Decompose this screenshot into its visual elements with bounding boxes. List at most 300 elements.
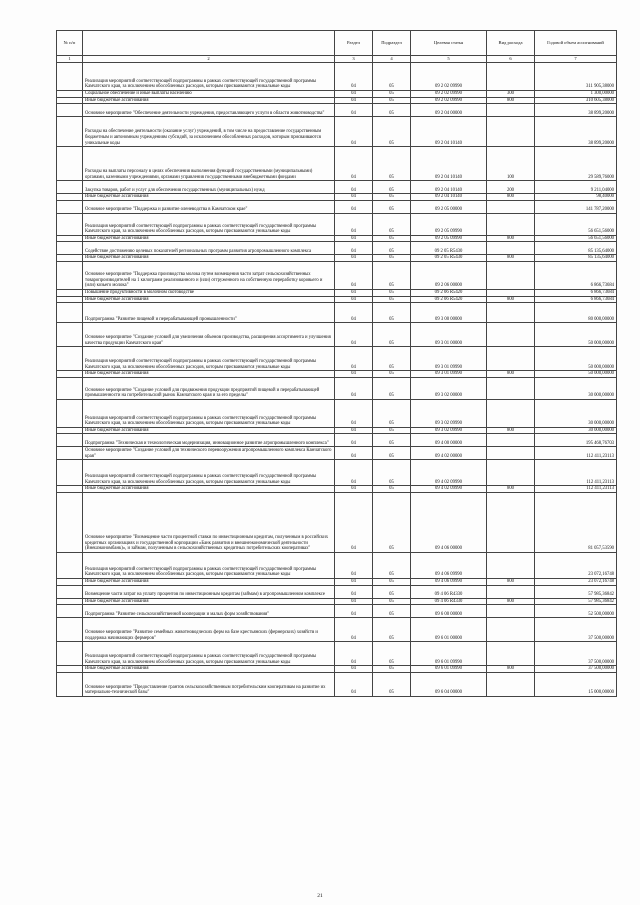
row-subsection-cell: 05 — [373, 91, 411, 98]
row-section-cell: 04 — [335, 63, 373, 91]
table-header-row — [57, 31, 617, 56]
row-target-cell: 09 4 06 00000 — [411, 492, 487, 552]
row-amount-cell: 9 211,04000 — [535, 181, 617, 194]
row-num-cell — [57, 323, 83, 347]
row-section-cell: 04 — [335, 399, 373, 427]
row-expense-cell: 800 — [487, 194, 535, 201]
row-target-cell: 09 4 06 R4330 — [411, 598, 487, 605]
row-subsection-cell: 05 — [373, 486, 411, 493]
table-row — [57, 347, 617, 371]
row-name-cell: Иные бюджетные ассигнования — [83, 371, 335, 378]
header-expense: Вид расхода — [487, 31, 535, 56]
row-expense-cell: 800 — [487, 235, 535, 242]
row-amount-cell: 57 985,36842 — [535, 598, 617, 605]
row-name-cell: Иные бюджетные ассигнования — [83, 598, 335, 605]
row-section-cell: 04 — [335, 104, 373, 117]
row-section-cell: 04 — [335, 255, 373, 262]
table-row — [57, 63, 617, 91]
table-row — [57, 447, 617, 460]
row-num-cell — [57, 104, 83, 117]
row-target-cell: 09 2 05 00000 — [411, 200, 487, 213]
row-section-cell: 04 — [335, 618, 373, 642]
row-amount-cell: 1 300,00000 — [535, 91, 617, 98]
row-target-cell: 09 6 01 09990 — [411, 642, 487, 666]
row-subsection-cell: 05 — [373, 371, 411, 378]
row-amount-cell: 50 000,00000 — [535, 323, 617, 347]
row-subsection-cell: 05 — [373, 672, 411, 696]
row-num-cell — [57, 578, 83, 585]
row-target-cell: 09 3 01 09990 — [411, 347, 487, 371]
col-number: 2 — [83, 56, 335, 63]
header-subsection: Подраздел — [373, 31, 411, 56]
row-num-cell — [57, 666, 83, 673]
row-subsection-cell: 05 — [373, 434, 411, 447]
row-name-cell: Основное мероприятие "Возмещение части процентной ставки по инвестиционным кредитам, полученным в российских кредитных организациях и государственной корпорации «Банк развития и внешнеэкономической деятельности (Внешэкономбанк)», и займам, полученным в сельскохозяйственных кредитных потребительских кооперативах" — [83, 492, 335, 552]
row-subsection-cell: 05 — [373, 200, 411, 213]
row-subsection-cell: 05 — [373, 289, 411, 296]
header-target: Целевая статья — [411, 31, 487, 56]
row-section-cell: 04 — [335, 347, 373, 371]
row-expense-cell: 800 — [487, 97, 535, 104]
row-target-cell: 09 3 02 09990 — [411, 399, 487, 427]
row-target-cell: 09 2 06 R5420 — [411, 289, 487, 296]
row-expense-cell — [487, 104, 535, 117]
header-section: Раздел — [335, 31, 373, 56]
row-section-cell: 04 — [335, 200, 373, 213]
row-section-cell: 04 — [335, 289, 373, 296]
row-name-cell: Основное мероприятие "Создание условий для технического перевооружения агропромышленного комплекса Камчатского края" — [83, 447, 335, 460]
row-name-cell: Реализация мероприятий соответствующей подпрограммы в рамках соответствующей государственной программы Камчатского края, за исключением обособленных расходов, которым присваиваются уникальные коды — [83, 63, 335, 91]
row-expense-cell: 100 — [487, 147, 535, 181]
row-amount-cell: 85 135,64000 — [535, 255, 617, 262]
row-expense-cell: 800 — [487, 255, 535, 262]
row-subsection-cell: 05 — [373, 117, 411, 147]
row-name-cell: Основное мероприятие "Поддержка и развитие оленеводства в Камчатском крае" — [83, 200, 335, 213]
table-row — [57, 377, 617, 399]
table-row — [57, 642, 617, 666]
col-number: 7 — [535, 56, 617, 63]
row-num-cell — [57, 235, 83, 242]
table-row — [57, 323, 617, 347]
row-subsection-cell: 05 — [373, 181, 411, 194]
row-expense-cell — [487, 63, 535, 91]
row-expense-cell — [487, 434, 535, 447]
page-number: 21 — [317, 893, 323, 899]
row-section-cell: 04 — [335, 492, 373, 552]
col-number: 5 — [411, 56, 487, 63]
row-target-cell: 09 4 00 00000 — [411, 434, 487, 447]
table-row — [57, 672, 617, 696]
row-target-cell: 09 4 06 R4330 — [411, 585, 487, 598]
row-target-cell: 09 2 04 00000 — [411, 104, 487, 117]
row-num-cell — [57, 460, 83, 486]
row-num-cell — [57, 303, 83, 323]
row-name-cell: Реализация мероприятий соответствующей подпрограммы в рамках соответствующей государственной программы Камчатского края, за исключением обособленных расходов, которым присваиваются уникальные коды — [83, 213, 335, 235]
row-section-cell: 04 — [335, 261, 373, 289]
row-target-cell: 09 2 02 09990 — [411, 91, 487, 98]
row-amount-cell: 30 000,00000 — [535, 377, 617, 399]
column-number-row — [57, 56, 617, 63]
row-name-cell: Реализация мероприятий соответствующей подпрограммы в рамках соответствующей государственной программы Камчатского края, за исключением обособленных расходов, которым присваиваются уникальные коды — [83, 460, 335, 486]
row-name-cell: Социальное обеспечение и иные выплаты населению — [83, 91, 335, 98]
row-subsection-cell: 05 — [373, 242, 411, 255]
table-row — [57, 235, 617, 242]
table-row — [57, 303, 617, 323]
row-section-cell: 04 — [335, 194, 373, 201]
row-amount-cell: 112 411,23113 — [535, 486, 617, 493]
row-amount-cell: 310 605,38000 — [535, 97, 617, 104]
table-row — [57, 289, 617, 296]
row-num-cell — [57, 91, 83, 98]
row-amount-cell: 6 866,73684 — [535, 296, 617, 303]
row-subsection-cell: 05 — [373, 552, 411, 578]
row-expense-cell — [487, 399, 535, 427]
row-amount-cell: 30 000,00000 — [535, 399, 617, 427]
row-num-cell — [57, 200, 83, 213]
header-num: № п/п — [57, 31, 83, 56]
row-name-cell: Основное мероприятие "Создание условий для увеличения объемов производства, расширения ассортимента и улучшения качества продукции Камчатского края" — [83, 323, 335, 347]
row-num-cell — [57, 486, 83, 493]
row-name-cell: Закупка товаров, работ и услуг для обеспечения государственных (муниципальных) нужд — [83, 181, 335, 194]
row-num-cell — [57, 181, 83, 194]
row-target-cell: 09 2 04 10140 — [411, 181, 487, 194]
row-num-cell — [57, 289, 83, 296]
row-num-cell — [57, 427, 83, 434]
col-number: 1 — [57, 56, 83, 63]
row-expense-cell — [487, 347, 535, 371]
row-amount-cell: 37 500,00000 — [535, 618, 617, 642]
row-expense-cell: 800 — [487, 486, 535, 493]
row-num-cell — [57, 618, 83, 642]
row-target-cell: 09 6 00 00000 — [411, 605, 487, 618]
row-amount-cell: 6 866,73684 — [535, 261, 617, 289]
row-target-cell: 09 6 01 09990 — [411, 666, 487, 673]
row-target-cell: 09 6 01 00000 — [411, 618, 487, 642]
row-subsection-cell: 05 — [373, 104, 411, 117]
row-expense-cell: 800 — [487, 598, 535, 605]
row-section-cell: 04 — [335, 303, 373, 323]
row-name-cell: Иные бюджетные ассигнования — [83, 296, 335, 303]
table-row — [57, 371, 617, 378]
row-num-cell — [57, 242, 83, 255]
table-row — [57, 181, 617, 194]
row-section-cell: 04 — [335, 642, 373, 666]
row-amount-cell: 38 899,20000 — [535, 104, 617, 117]
row-target-cell: 09 3 00 00000 — [411, 303, 487, 323]
row-section-cell: 04 — [335, 552, 373, 578]
row-subsection-cell: 05 — [373, 427, 411, 434]
row-expense-cell: 800 — [487, 666, 535, 673]
row-expense-cell: 800 — [487, 427, 535, 434]
row-num-cell — [57, 399, 83, 427]
row-target-cell: 09 4 06 09990 — [411, 578, 487, 585]
row-section-cell: 04 — [335, 578, 373, 585]
row-expense-cell — [487, 377, 535, 399]
row-name-cell: Основное мероприятие "Создание условий для продвижения продукции предприятий пищевой и перерабатывающей промышленности на потребительский рынок Камчатского края и за его пределы" — [83, 377, 335, 399]
table-row — [57, 434, 617, 447]
table-row — [57, 97, 617, 104]
col-number: 6 — [487, 56, 535, 63]
row-subsection-cell: 05 — [373, 303, 411, 323]
row-name-cell: Основное мероприятие "Обеспечение деятельности учреждения, предоставляющего услуги в области животноводства" — [83, 104, 335, 117]
table-row — [57, 399, 617, 427]
row-num-cell — [57, 434, 83, 447]
row-section-cell: 04 — [335, 460, 373, 486]
row-section-cell: 04 — [335, 605, 373, 618]
row-amount-cell: 15 000,00000 — [535, 672, 617, 696]
row-expense-cell — [487, 117, 535, 147]
row-target-cell: 09 3 01 09990 — [411, 371, 487, 378]
row-name-cell: Реализация мероприятий соответствующей подпрограммы в рамках соответствующей государственной программы Камчатского края, за исключением обособленных расходов, которым присваиваются уникальные коды — [83, 552, 335, 578]
row-name-cell: Иные бюджетные ассигнования — [83, 486, 335, 493]
row-name-cell: Подпрограмма "Техническая и технологическая модернизация, инновационное развитие агропромышленного комплекса" — [83, 434, 335, 447]
row-target-cell: 09 2 05 09990 — [411, 235, 487, 242]
row-name-cell: Иные бюджетные ассигнования — [83, 235, 335, 242]
row-subsection-cell: 05 — [373, 235, 411, 242]
table-row — [57, 194, 617, 201]
row-expense-cell: 800 — [487, 371, 535, 378]
row-subsection-cell: 05 — [373, 618, 411, 642]
row-name-cell: Иные бюджетные ассигнования — [83, 666, 335, 673]
row-amount-cell: 30 000,00000 — [535, 427, 617, 434]
row-section-cell: 04 — [335, 242, 373, 255]
header-name — [83, 31, 335, 56]
row-expense-cell — [487, 200, 535, 213]
row-target-cell: 09 2 06 00000 — [411, 261, 487, 289]
row-section-cell: 04 — [335, 371, 373, 378]
row-section-cell: 04 — [335, 213, 373, 235]
row-expense-cell: 300 — [487, 91, 535, 98]
row-expense-cell — [487, 672, 535, 696]
row-amount-cell: 311 905,38000 — [535, 63, 617, 91]
table-row — [57, 552, 617, 578]
table-row — [57, 296, 617, 303]
row-amount-cell: 112 411,23113 — [535, 447, 617, 460]
row-num-cell — [57, 97, 83, 104]
row-target-cell: 09 3 01 00000 — [411, 323, 487, 347]
row-amount-cell: 23 072,16748 — [535, 552, 617, 578]
row-subsection-cell: 05 — [373, 347, 411, 371]
table-row — [57, 147, 617, 181]
row-amount-cell: 85 135,64000 — [535, 242, 617, 255]
row-num-cell — [57, 605, 83, 618]
row-num-cell — [57, 296, 83, 303]
row-section-cell: 04 — [335, 147, 373, 181]
row-expense-cell: 200 — [487, 181, 535, 194]
row-expense-cell — [487, 242, 535, 255]
row-target-cell: 09 4 06 09990 — [411, 552, 487, 578]
row-target-cell: 09 2 04 10140 — [411, 117, 487, 147]
table-row — [57, 460, 617, 486]
row-name-cell: Реализация мероприятий соответствующей подпрограммы в рамках соответствующей государственной программы Камчатского края, за исключением обособленных расходов, которым присваиваются уникальные коды — [83, 399, 335, 427]
row-name-cell: Иные бюджетные ассигнования — [83, 578, 335, 585]
row-target-cell: 09 3 02 00000 — [411, 377, 487, 399]
table-row — [57, 104, 617, 117]
row-section-cell: 04 — [335, 486, 373, 493]
row-amount-cell: 195 468,76703 — [535, 434, 617, 447]
row-amount-cell: 112 411,23113 — [535, 460, 617, 486]
row-section-cell: 04 — [335, 323, 373, 347]
table-row — [57, 598, 617, 605]
row-expense-cell — [487, 213, 535, 235]
row-amount-cell: 81 057,53590 — [535, 492, 617, 552]
row-section-cell: 04 — [335, 447, 373, 460]
row-target-cell: 09 2 05 R5430 — [411, 242, 487, 255]
row-expense-cell — [487, 642, 535, 666]
row-subsection-cell: 05 — [373, 261, 411, 289]
row-amount-cell: 98,40000 — [535, 194, 617, 201]
row-target-cell: 09 4 02 09990 — [411, 460, 487, 486]
row-section-cell: 04 — [335, 97, 373, 104]
row-subsection-cell: 05 — [373, 147, 411, 181]
table-row — [57, 585, 617, 598]
row-expense-cell — [487, 585, 535, 598]
row-name-cell: Подпрограмма "Развитие пищевой и перерабатывающей промышленности" — [83, 303, 335, 323]
budget-table — [56, 30, 617, 697]
row-num-cell — [57, 261, 83, 289]
row-expense-cell — [487, 447, 535, 460]
row-amount-cell: 37 500,00000 — [535, 666, 617, 673]
row-target-cell: 09 2 04 10140 — [411, 194, 487, 201]
row-name-cell: Основное мероприятие "Развитие семейных животноводческих ферм на базе крестьянских (фермерских) хозяйств и поддержка начинающих фермеров" — [83, 618, 335, 642]
table-row — [57, 666, 617, 673]
row-amount-cell: 56 651,56000 — [535, 235, 617, 242]
row-subsection-cell: 05 — [373, 666, 411, 673]
row-name-cell: Подпрограмма "Развитие сельскохозяйственной кооперации и малых форм хозяйствования" — [83, 605, 335, 618]
col-number: 3 — [335, 56, 373, 63]
row-target-cell: 09 2 05 R5430 — [411, 255, 487, 262]
row-num-cell — [57, 371, 83, 378]
row-expense-cell: 800 — [487, 578, 535, 585]
table-row — [57, 618, 617, 642]
row-amount-cell: 50 000,00000 — [535, 347, 617, 371]
row-expense-cell — [487, 552, 535, 578]
row-target-cell: 09 2 02 09990 — [411, 63, 487, 91]
row-section-cell: 04 — [335, 672, 373, 696]
row-subsection-cell: 05 — [373, 642, 411, 666]
table-row — [57, 261, 617, 289]
row-expense-cell: 800 — [487, 296, 535, 303]
col-number: 4 — [373, 56, 411, 63]
row-target-cell: 09 2 05 09990 — [411, 213, 487, 235]
row-name-cell: Основное мероприятие "Предоставление грантов сельскохозяйственным потребительским кооперативам на развитие их материально-технической базы" — [83, 672, 335, 696]
row-amount-cell: 37 500,00000 — [535, 642, 617, 666]
row-name-cell: Реализация мероприятий соответствующей подпрограммы в рамках соответствующей государственной программы Камчатского края, за исключением обособленных расходов, которым присваиваются уникальные коды — [83, 642, 335, 666]
row-amount-cell: 52 500,00000 — [535, 605, 617, 618]
table-row — [57, 427, 617, 434]
row-num-cell — [57, 492, 83, 552]
row-num-cell — [57, 672, 83, 696]
row-amount-cell: 38 899,20000 — [535, 117, 617, 147]
row-subsection-cell: 05 — [373, 323, 411, 347]
row-name-cell: Содействие достижению целевых показателей региональных программ развития агропромышленного комплекса — [83, 242, 335, 255]
row-subsection-cell: 05 — [373, 194, 411, 201]
row-name-cell: Иные бюджетные ассигнования — [83, 255, 335, 262]
row-num-cell — [57, 447, 83, 460]
row-num-cell — [57, 347, 83, 371]
row-subsection-cell: 05 — [373, 585, 411, 598]
row-amount-cell: 56 651,56000 — [535, 213, 617, 235]
row-subsection-cell: 05 — [373, 97, 411, 104]
row-subsection-cell: 05 — [373, 255, 411, 262]
table-row — [57, 213, 617, 235]
row-section-cell: 04 — [335, 235, 373, 242]
row-num-cell — [57, 194, 83, 201]
row-num-cell — [57, 642, 83, 666]
row-num-cell — [57, 213, 83, 235]
row-amount-cell: 50 000,00000 — [535, 371, 617, 378]
row-expense-cell — [487, 605, 535, 618]
row-name-cell: Расходы на обеспечение деятельности (оказание услуг) учреждений, в том числе на предоставление государственным бюджетным и автономным учреждениям субсидий, за исключением обособленных расходов, которым присваиваются уникальные коды — [83, 117, 335, 147]
row-subsection-cell: 05 — [373, 447, 411, 460]
row-expense-cell — [487, 261, 535, 289]
row-name-cell: Повышение продуктивности в молочном скотоводстве — [83, 289, 335, 296]
row-num-cell — [57, 117, 83, 147]
row-name-cell: Реализация мероприятий соответствующей подпрограммы в рамках соответствующей государственной программы Камчатского края, за исключением обособленных расходов, которым присваиваются уникальные коды — [83, 347, 335, 371]
row-expense-cell — [487, 492, 535, 552]
table-row — [57, 578, 617, 585]
row-name-cell: Иные бюджетные ассигнования — [83, 194, 335, 201]
row-section-cell: 04 — [335, 434, 373, 447]
row-target-cell: 09 2 06 R5420 — [411, 296, 487, 303]
row-amount-cell: 80 000,00000 — [535, 303, 617, 323]
row-num-cell — [57, 552, 83, 578]
table-row — [57, 605, 617, 618]
table-row — [57, 117, 617, 147]
row-subsection-cell: 05 — [373, 492, 411, 552]
row-expense-cell — [487, 460, 535, 486]
row-target-cell: 09 4 02 09990 — [411, 486, 487, 493]
row-amount-cell: 6 866,73684 — [535, 289, 617, 296]
row-subsection-cell: 05 — [373, 63, 411, 91]
row-target-cell: 09 6 04 00000 — [411, 672, 487, 696]
row-subsection-cell: 05 — [373, 605, 411, 618]
header-amount: Годовой объем ассигнований — [535, 31, 617, 56]
row-num-cell — [57, 255, 83, 262]
row-section-cell: 04 — [335, 296, 373, 303]
row-expense-cell — [487, 303, 535, 323]
row-subsection-cell: 05 — [373, 399, 411, 427]
row-amount-cell: 57 985,36842 — [535, 585, 617, 598]
table-row — [57, 492, 617, 552]
row-target-cell: 09 2 02 09990 — [411, 97, 487, 104]
row-subsection-cell: 05 — [373, 598, 411, 605]
row-num-cell — [57, 63, 83, 91]
row-name-cell: Иные бюджетные ассигнования — [83, 97, 335, 104]
table-row — [57, 200, 617, 213]
row-section-cell: 04 — [335, 427, 373, 434]
row-num-cell — [57, 147, 83, 181]
row-num-cell — [57, 377, 83, 399]
row-subsection-cell: 05 — [373, 377, 411, 399]
row-section-cell: 04 — [335, 598, 373, 605]
row-section-cell: 04 — [335, 91, 373, 98]
table-row — [57, 486, 617, 493]
row-expense-cell — [487, 289, 535, 296]
row-subsection-cell: 05 — [373, 213, 411, 235]
row-amount-cell: 141 787,20000 — [535, 200, 617, 213]
row-subsection-cell: 05 — [373, 578, 411, 585]
row-num-cell — [57, 585, 83, 598]
row-target-cell: 09 3 02 09990 — [411, 427, 487, 434]
row-target-cell: 09 4 02 00000 — [411, 447, 487, 460]
row-section-cell: 04 — [335, 377, 373, 399]
row-subsection-cell: 05 — [373, 460, 411, 486]
row-target-cell: 09 2 04 10140 — [411, 147, 487, 181]
row-section-cell: 04 — [335, 585, 373, 598]
row-name-cell: Возмещение части затрат на уплату процентов по инвестиционным кредитам (займам) в агропромышленном комплексе — [83, 585, 335, 598]
table-body — [57, 63, 617, 697]
